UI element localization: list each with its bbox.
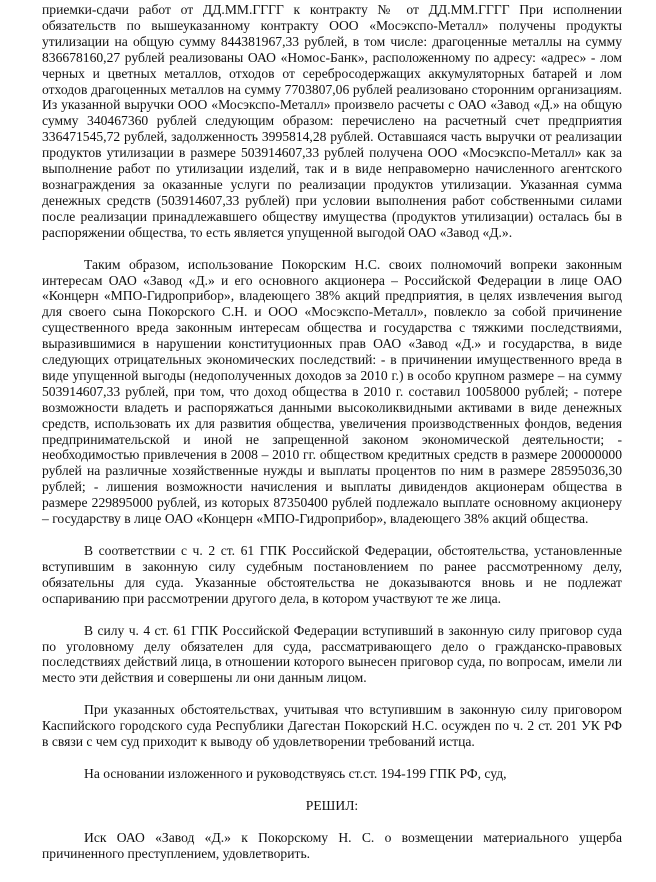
paragraph-conclusion-damages: Таким образом, использование Покорским Н.С. своих полномочий вопреки законным интересам ОАО «Завод «Д.» и его основного акционера – Российской Федерации в лице ОАО «Концерн «МПО-Гидроприбор», владеющего 38% акций предприятия, в целях извлечения выгод для своего сына Покорского С.Н. и ООО «Мосэкспо-Металл», повлекло за собой причинение существенного вреда законным интересам общества и государства с тяжкими последствиями, выразившимися в нарушении конституционных прав ОАО «Завод «Д.» и государства, в виде следующих отрицательных экономических последствий: - в причинении имущественного вреда в виде упущенной выгоды (недополученных доходов за 2010 г.) в особо крупном размере – на сумму 503914607,33 рублей, при том, что доход общества в 2010 г. составил 10058000 рублей; - потере возможности владеть и распоряжаться данными высоколиквидными активами в виде денежных средств, использовать их для развития общества, увеличения производственных фондов, ведения предпринимательской и иной не запрещенной законом экономической деятельности; - необходимостью привлечения в 2008 – 2010 гг. обществом кредитных средств в размере 200000000 рублей на различные хозяйственные нужды и выплаты процентов по ним в размере 28595036,30 рублей; - лишения возможности начисления и выплаты дивидендов акционерам общества в размере 229895000 рублей, из которых 87350400 рублей подлежало выплате основному акционеру – государству в лице ОАО «Концерн «МПО-Гидроприбор», владеющего 38% акций общества. xyxy=(42,256,622,527)
paragraph-circumstances: При указанных обстоятельствах, учитывая что вступившим в законную силу приговором Каспийского городского суда Республики Дагестан Покорский Н.С. осужден по ч. 2 ст. 201 УК РФ в связи с чем суд приходит к выводу об удовлетворении требований истца. xyxy=(42,702,622,750)
paragraph-gpk-61-2: В соответствии с ч. 2 ст. 61 ГПК Российской Федерации, обстоятельства, установленные вступившим в законную силу судебным постановлением по ранее рассмотренному делу, обязательны для суда. Указанные обстоятельства не доказываются вновь и не подлежат оспариванию при рассмотрении другого дела, в котором участвуют те же лица. xyxy=(42,543,622,606)
paragraph-ruling: Иск ОАО «Завод «Д.» к Покорскому Н. С. о возмещении материального ущерба причиненного преступлением, удовлетворить. xyxy=(42,829,622,861)
paragraph-gpk-61-4: В силу ч. 4 ст. 61 ГПК Российской Федерации вступивший в законную силу приговор суда по уголовному делу обязателен для суда, рассматривающего дело о гражданско-правовых последствиях действий лица, в отношении которого вынесен приговор суда, по вопросам, имели ли место эти действия и совершены ли они данным лицом. xyxy=(42,622,622,686)
paragraph-contract-proceeds: приемки-сдачи работ от ДД.ММ.ГГГГ к контракту № от ДД.ММ.ГГГГ При исполнении обязательств по вышеуказанному контракту ООО «Мосэкспо-Металл» получены продукты утилизации на общую сумму 844381967,33 рублей, в том числе: драгоценные металлы на сумму 836678160,27 рублей реализованы ОАО «Номос-Банк», расположенному по адресу: «адрес» - лом черных и цветных металлов, отходов от серебросодержащих аккумуляторных батарей и лом отходов драгоценных металлов на сумму 7703807,06 рублей реализовано сторонним организациям. Из указанной выручки ООО «Мосэкспо-Металл» произвело расчеты с ОАО «Завод «Д.» на общую сумму 340467360 рублей следующим образом: перечислено на расчетный счет предприятия 336471545,72 рублей, задолженность 3995814,28 рублей. Оставшаяся часть выручки от реализации продуктов утилизации в размере 503914607,33 рублей получена ООО «Мосэкспо-Металл» как за выполнение работ по утилизации изделий, так и в виде неправомерно начисленного агентского вознаграждения за оказанные услуги по реализации продуктов утилизации. Указанная сумма денежных средств (503914607,33 рублей) при условии выполнения работ собственными силами после реализации принадлежавшего обществу имущества (продуктов утилизации) осталась бы в распоряжении общества, то есть является упущенной выгодой ОАО «Завод «Д.». xyxy=(42,2,622,240)
paragraph-grounds: На основании изложенного и руководствуясь ст.ст. 194-199 ГПК РФ, суд, xyxy=(84,765,507,781)
decision-heading: РЕШИЛ: xyxy=(305,797,359,813)
